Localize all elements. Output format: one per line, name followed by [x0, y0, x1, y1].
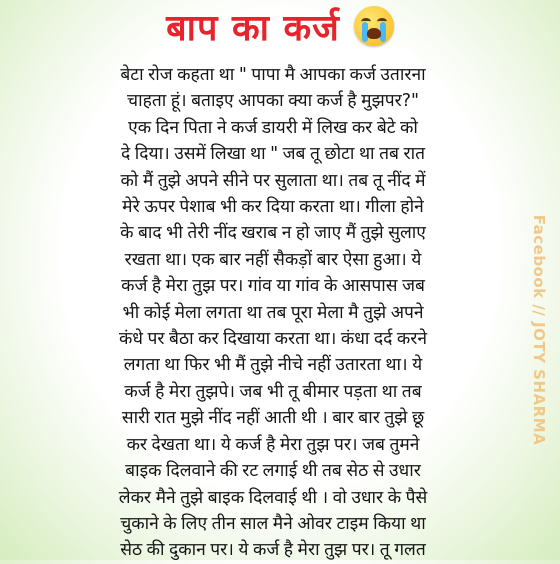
page-title: बाप का कर्ज: [166, 7, 340, 49]
loudly-crying-face-icon: [354, 6, 394, 46]
watermark-text: Facebook // JOTY SHARMA: [530, 214, 549, 446]
side-watermark: [524, 200, 554, 460]
emoji-mouth: [367, 28, 381, 39]
title-bar: [0, 0, 560, 52]
story-text: बेटा रोज कहता था " पापा मै आपका कर्ज उतारना चाहता हूं। बताइए आपका क्या कर्ज है मुझपर?" एक दिन पिता ने कर्ज डायरी में लिख कर बेटे को दे दिया। उसमें लिखा था " जब तू छोटा था तब रात को मैं तुझे अपने सीने पर सुलाता था। तब तू नींद में मेरे ऊपर पेशाब भी कर दिया करता था। गीला होने के बाद भी तेरी नींद खराब न हो जाए मैं तुझे सुलाए रखता था। एक बार नहीं सैकड़ों बार ऐसा हुआ। ये कर्ज है मेरा तुझ पर। गांव या गांव के आसपास जब भी कोई मेला लगता था तब पूरा मेला मै तुझे अपने कंधे पर बैठा कर दिखाया करता था। कंधा दर्द करने लगता था फिर भी मैं तुझे नीचे नहीं उतारता था। ये कर्ज है मेरा तुझपे। जब भी तू बीमार पड़ता था तब सारी रात मुझे नींद नहीं आती थी । बार बार तुझे छू कर देखता था। ये कर्ज है मेरा तुझ पर। जब तुमने बाइक दिलवाने की रट लगाई थी तब सेठ से उधार लेकर मैने तुझे बाइक दिलवाई थी । वो उधार के पैसे चुकाने के लिए तीन साल मैने ओवर टाइम किया था सेठ की दुकान पर। ये कर्ज है मेरा तुझ पर। तू गलत: [118, 65, 428, 561]
